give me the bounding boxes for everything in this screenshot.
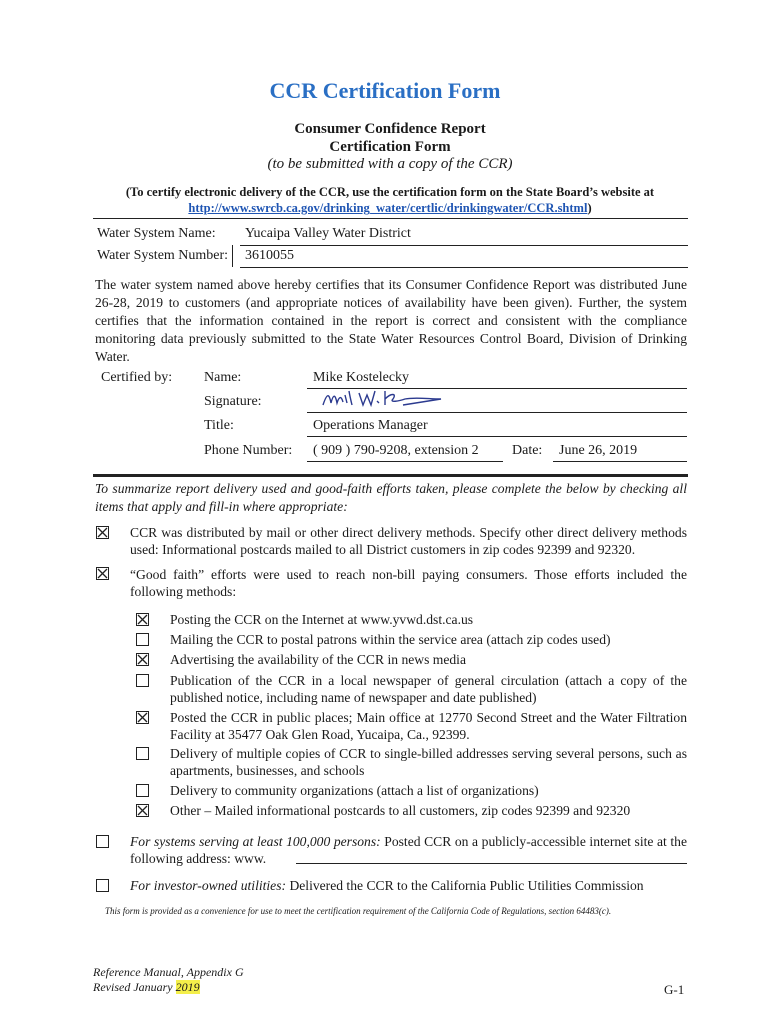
checkmark-x-icon <box>137 712 148 723</box>
title-value: Operations Manager <box>313 418 428 433</box>
electronic-delivery-instruction: (To certify electronic delivery of the CCR, use the certification form on the State Board’s website at <box>125 185 655 199</box>
method-community-orgs: Delivery to community organizations (attach a list of organizations) <box>170 783 539 798</box>
large-systems-item <box>130 833 687 867</box>
checkmark-x-icon <box>137 805 148 816</box>
date-value: June 26, 2019 <box>559 443 638 458</box>
checkbox-large-systems[interactable] <box>96 835 109 848</box>
checkbox-method-newspaper[interactable] <box>136 674 149 687</box>
checkbox-method-multiple-copies[interactable] <box>136 747 149 760</box>
certification-statement: The water system named above hereby certifies that its Consumer Confidence Report was distributed June 26-28, 2019 to customers (and appropriate notices of availability have been given). Further, the system certifies that the information contained in the report is correct and consistent with the compliance monitoring data previously submitted to the State Water Resources Control Board, Division of Drinking Water. <box>95 277 687 364</box>
checkbox-method-public-places[interactable] <box>136 711 149 724</box>
signature-label: Signature: <box>204 394 262 409</box>
checkmark-x-icon <box>97 527 108 538</box>
checkbox-method-internet[interactable] <box>136 613 149 626</box>
method-mailing: Mailing the CCR to postal patrons within the service area (attach zip codes used) <box>170 632 611 647</box>
water-system-name-label: Water System Name: <box>97 226 216 241</box>
web-address-field[interactable] <box>296 863 687 864</box>
system-top-rule <box>93 218 688 219</box>
regulation-disclaimer: This form is provided as a convenience for use to meet the certification requirement of the California Code of Regulations, section 64483(c). <box>105 906 612 916</box>
certified-by-label: Certified by: <box>101 370 173 385</box>
investor-owned-lead: For investor-owned utilities: <box>130 878 287 893</box>
checkbox-method-other[interactable] <box>136 804 149 817</box>
subtitle-certification-form: Certification Form <box>329 139 451 155</box>
name-label: Name: <box>204 370 242 385</box>
subtitle-consumer-confidence-report: Consumer Confidence Report <box>294 121 486 137</box>
checkbox-good-faith[interactable] <box>96 567 109 580</box>
method-multiple-copies: Delivery of multiple copies of CCR to single-billed addresses serving several persons, such as apartments, businesses, and schools <box>170 746 687 778</box>
date-label: Date: <box>512 443 543 458</box>
method-newspaper: Publication of the CCR in a local newspaper of general circulation (attach a copy of the published notice, including name of newspaper and date published) <box>170 673 687 705</box>
checkbox-direct-delivery[interactable] <box>96 526 109 539</box>
title-label: Title: <box>204 418 234 433</box>
checkmark-x-icon <box>97 568 108 579</box>
page-number: G-1 <box>664 982 685 997</box>
handwritten-signature <box>319 387 479 413</box>
footer-revision <box>93 980 200 995</box>
checkbox-method-mailing[interactable] <box>136 633 149 646</box>
phone-number-label: Phone Number: <box>204 443 293 458</box>
water-system-number-label: Water System Number: <box>97 248 229 263</box>
direct-delivery-item: CCR was distributed by mail or other direct delivery methods. Specify other direct delivery methods used: Informational postcards mailed to all District customers in zip codes 92399 and 92320. <box>130 525 687 557</box>
subtitle-submission-note: (to be submitted with a copy of the CCR) <box>267 156 513 172</box>
checkmark-x-icon <box>137 654 148 665</box>
investor-owned-text: Delivered the CCR to the California Public Utilities Commission <box>286 878 644 893</box>
checkmark-x-icon <box>137 614 148 625</box>
state-board-ccr-link[interactable]: http://www.swrcb.ca.gov/drinking_water/certlic/drinkingwater/CCR.shtml <box>188 201 588 215</box>
name-value: Mike Kostelecky <box>313 370 410 385</box>
water-system-name-field[interactable] <box>240 226 688 246</box>
method-public-places: Posted the CCR in public places; Main office at 12770 Second Street and the Water Filtration Facility at 35477 Oak Glen Road, Yucaipa, Ca., 92399. <box>170 710 687 742</box>
method-other: Other – Mailed informational postcards to all customers, zip codes 92399 and 92320 <box>170 803 631 818</box>
electronic-delivery-link-line <box>0 201 770 216</box>
method-internet: Posting the CCR on the Internet at www.yvwd.dst.ca.us <box>170 612 474 627</box>
water-system-number-value: 3610055 <box>245 248 294 263</box>
footer-revised-year: 2019 <box>175 980 200 994</box>
phone-number-field[interactable] <box>307 443 503 462</box>
footer-revised-prefix: Revised January <box>93 980 176 994</box>
section-divider <box>93 474 688 477</box>
form-title: CCR Certification Form <box>269 78 501 103</box>
good-faith-item: “Good faith” efforts were used to reach non-bill paying consumers. Those efforts included the following methods: <box>130 567 687 599</box>
large-systems-lead: For systems serving at least 100,000 persons: <box>130 834 381 849</box>
footer-reference-manual: Reference Manual, Appendix G <box>93 965 244 979</box>
checkbox-method-news-media[interactable] <box>136 653 149 666</box>
water-system-number-field[interactable] <box>240 248 688 268</box>
large-systems-text: Posted CCR on a publicly-accessible internet site at the following address: www. <box>130 834 687 866</box>
title-field[interactable] <box>307 418 687 437</box>
date-field[interactable] <box>553 443 687 462</box>
instruction-close-paren: ) <box>587 201 592 215</box>
investor-owned-item <box>130 877 687 894</box>
summary-instruction: To summarize report delivery used and good-faith efforts taken, please complete the below by checking all items that apply and fill-in where appropriate: <box>95 481 687 514</box>
water-system-name-value: Yucaipa Valley Water District <box>245 226 411 241</box>
phone-number-value: ( 909 ) 790-9208, extension 2 <box>313 443 479 458</box>
checkbox-method-community-orgs[interactable] <box>136 784 149 797</box>
field-divider <box>232 245 233 267</box>
signature-field[interactable] <box>307 393 687 413</box>
checkbox-investor-owned[interactable] <box>96 879 109 892</box>
method-news-media: Advertising the availability of the CCR in news media <box>170 652 466 667</box>
